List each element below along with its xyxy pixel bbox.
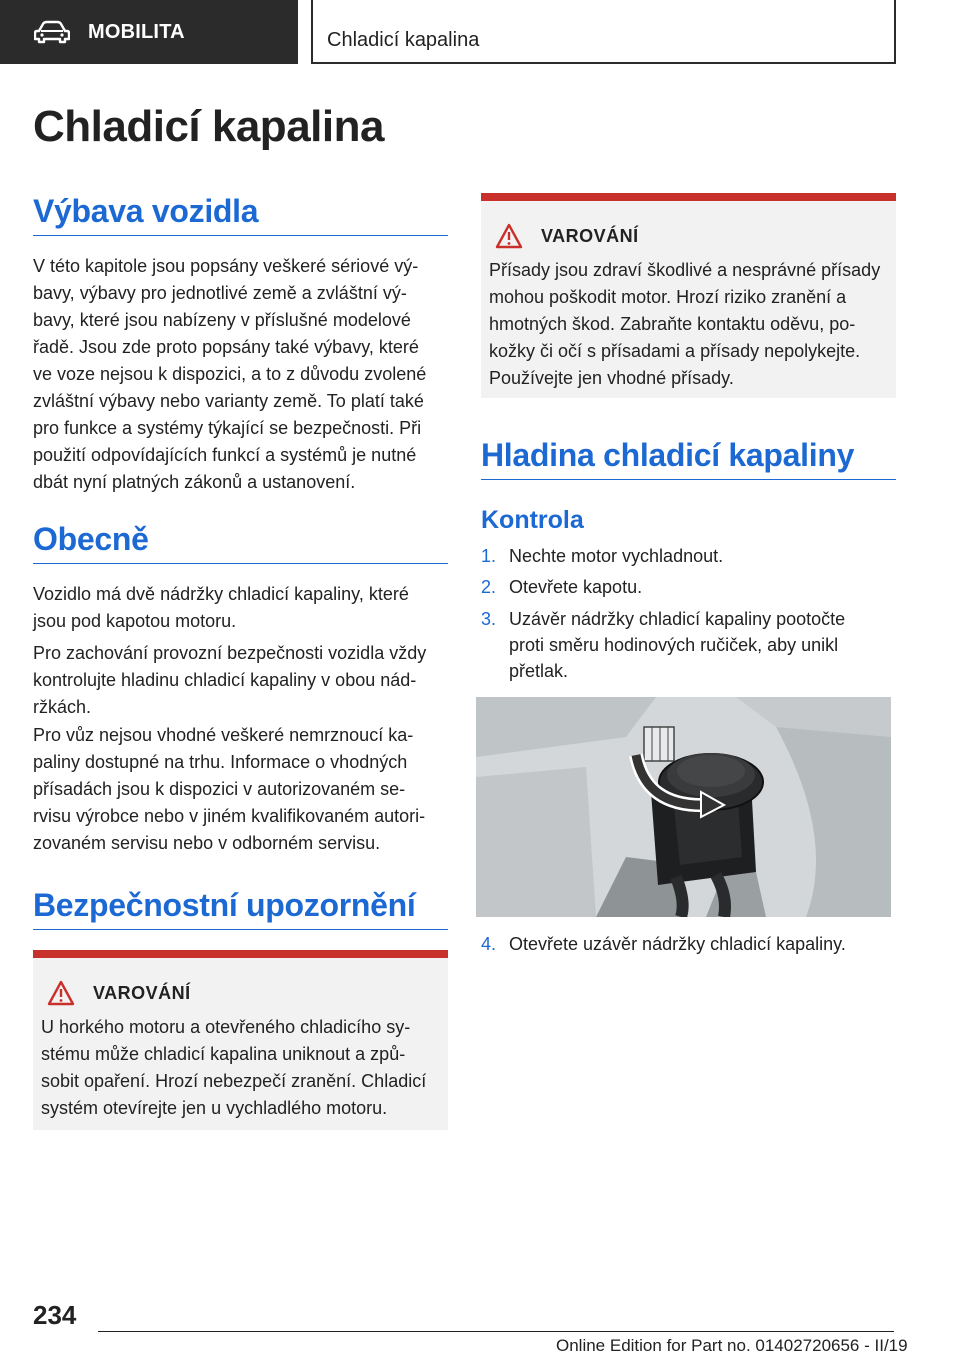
header-section-tab (0, 0, 298, 64)
text-line: přísadách jsou k dispozici v autorizovaném se- (33, 779, 406, 799)
text-line: dbát nyní platných zákonů a ustanovení. (33, 472, 356, 492)
warning-title: VAROVÁNÍ (93, 982, 191, 1003)
page-title: Chladicí kapalina (33, 102, 384, 151)
text-line: použití odpovídajících funkcí a systémů je nutné (33, 445, 417, 465)
text-line: Otevřete kapotu. (509, 577, 643, 597)
text-line: Vozidlo má dvě nádržky chladicí kapaliny, které (33, 584, 409, 604)
equipment-paragraph (33, 253, 448, 496)
text-line: ržkách. (33, 697, 92, 717)
text-line: řadě. Jsou zde proto popsány také výbavy, které (33, 337, 419, 357)
text-line: paliny dostupné na trhu. Informace o vhodných (33, 752, 408, 772)
text-line: sobit opaření. Hrozí nebezpečí zranění. Chladicí (41, 1071, 427, 1091)
warning-box-additives (481, 193, 896, 398)
coolant-reservoir-illustration (476, 697, 891, 917)
header-chapter-label: Chladicí kapalina (327, 29, 480, 51)
reservoir-drawing (476, 697, 891, 917)
warning-title: VAROVÁNÍ (541, 225, 639, 246)
text-line: bavy, výbavy pro jednotlivé země a zvláštní vý- (33, 283, 407, 303)
header-section-label: MOBILITA (88, 20, 185, 43)
text-line: hmotných škod. Zabraňte kontaktu oděvu, po- (489, 314, 856, 334)
text-line: Přísady jsou zdraví škodlivé a nesprávné přísady (489, 260, 881, 280)
car-icon (34, 20, 70, 44)
general-paragraph-2 (33, 640, 448, 721)
text-line: ve voze nejsou k dispozici, a to z důvodu zvolené (33, 364, 427, 384)
section-title-equipment: Výbava vozidla (33, 193, 259, 229)
step-number: 4. (481, 934, 497, 954)
general-paragraph-3 (33, 722, 448, 857)
section-rule (33, 563, 448, 564)
text-line: přetlak. (509, 661, 569, 681)
step-number: 1. (481, 546, 497, 566)
text-line: proti směru hodinových ručiček, aby unikl (509, 635, 839, 655)
section-rule (33, 929, 448, 930)
text-line: bavy, které jsou nabízeny v příslušné modelové (33, 310, 411, 330)
text-line: zvláštní výbavy nebo varianty země. To platí také (33, 391, 424, 411)
section-title-safety: Bezpečnostní upozornění (33, 887, 416, 923)
text-line: mohou poškodit motor. Hrozí riziko zranění a (489, 287, 847, 307)
text-line: Pro vůz nejsou vhodné veškeré nemrznoucí ka- (33, 725, 414, 745)
footer-rule (98, 1331, 894, 1332)
section-title-coolant-level: Hladina chladicí kapaliny (481, 437, 855, 473)
text-line: kožky či očí s přísadami a přísady nepolykejte. (489, 341, 861, 361)
step-item (481, 574, 896, 600)
text-line: pro funkce a systémy týkající se bezpečnosti. Při (33, 418, 422, 438)
text-line: Uzávěr nádržky chladicí kapaliny pootočte (509, 609, 846, 629)
text-line: stému může chladicí kapalina uniknout a způ- (41, 1044, 406, 1064)
edition-note: Online Edition for Part no. 01402720656 - II/19 (556, 1336, 908, 1355)
text-line: Otevřete uzávěr nádržky chladicí kapaliny. (509, 934, 846, 954)
text-line: Používejte jen vhodné přísady. (489, 368, 734, 388)
header-chapter-box (311, 0, 896, 64)
general-paragraph-1 (33, 581, 448, 635)
step-item (481, 543, 896, 569)
text-line: rvisu výrobce nebo v jiném kvalifikovaném autori- (33, 806, 426, 826)
step-item (481, 931, 896, 957)
text-line: kontrolujte hladinu chladicí kapaliny v obou nád- (33, 670, 417, 690)
subsection-title-check: Kontrola (481, 506, 584, 534)
warning-box-hot-engine (33, 950, 448, 1130)
step-number: 3. (481, 609, 497, 629)
warning-triangle-icon (495, 223, 523, 249)
step-number: 2. (481, 577, 497, 597)
text-line: Nechte motor vychladnout. (509, 546, 724, 566)
text-line: V této kapitole jsou popsány veškeré sériové vý- (33, 256, 419, 276)
section-rule (481, 479, 896, 480)
step-item (481, 606, 896, 684)
text-line: systém otevírejte jen u vychladlého motoru. (41, 1098, 388, 1118)
text-line: jsou pod kapotou motoru. (33, 611, 237, 631)
text-line: Pro zachování provozní bezpečnosti vozidla vždy (33, 643, 427, 663)
section-title-general: Obecně (33, 521, 149, 557)
warning-triangle-icon (47, 980, 75, 1006)
text-line: zovaném servisu nebo v odborném servisu. (33, 833, 381, 853)
text-line: U horkého motoru a otevřeného chladicího sy- (41, 1017, 411, 1037)
section-rule (33, 235, 448, 236)
page-number: 234 (33, 1300, 77, 1330)
